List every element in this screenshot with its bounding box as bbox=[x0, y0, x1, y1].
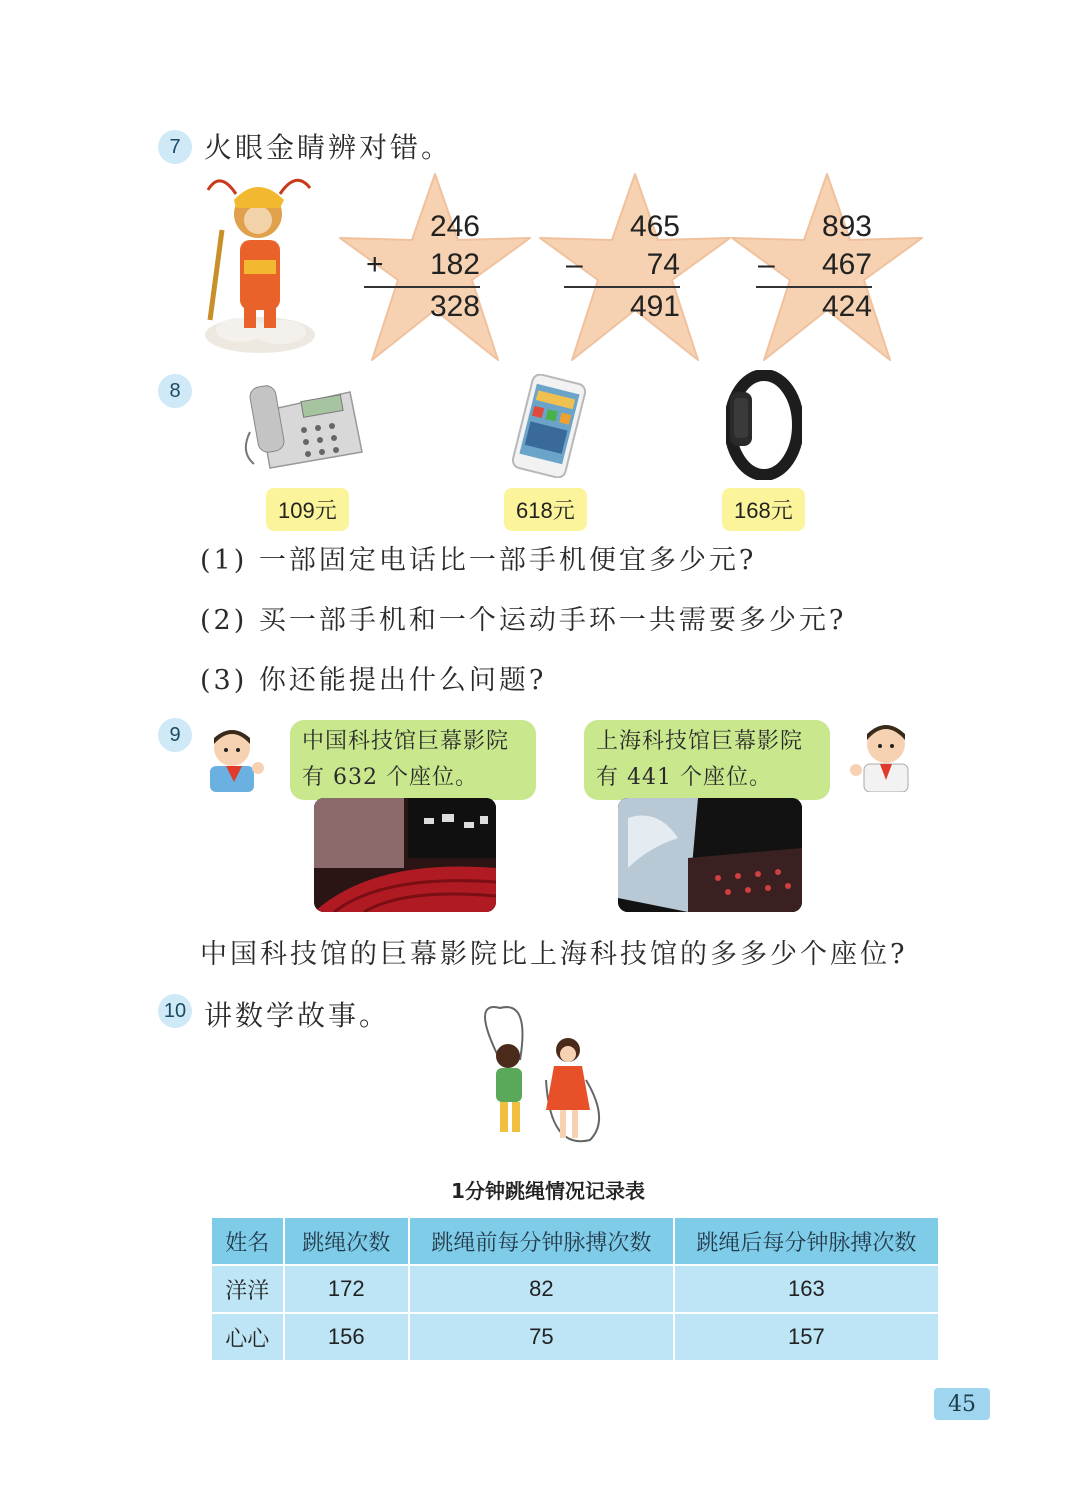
landline-phone-image bbox=[240, 372, 370, 472]
calc-3-operand-a: 893 bbox=[821, 210, 872, 243]
mobile-price-tag: 618元 bbox=[504, 488, 587, 531]
header-jump-count: 跳绳次数 bbox=[284, 1217, 409, 1265]
calc-1-operator: + bbox=[366, 248, 384, 281]
starfish-calc-2 bbox=[530, 170, 740, 370]
q7-title: 火眼金睛辨对错。 bbox=[204, 131, 453, 164]
row-2-name: 心心 bbox=[211, 1313, 284, 1361]
band-price-tag: 168元 bbox=[722, 488, 805, 531]
calc-1-result: 328 bbox=[429, 290, 480, 323]
calc-2-operand-b: 74 bbox=[646, 248, 680, 281]
jump-rope-girls-illustration bbox=[460, 1000, 620, 1150]
row-1-name: 洋洋 bbox=[211, 1265, 284, 1313]
question-number-10: 10 bbox=[158, 994, 192, 1028]
row-2-pulse-before: 75 bbox=[409, 1313, 674, 1361]
bubble-left-line-2: 有 632 个座位。 bbox=[302, 765, 478, 790]
page-number: 45 bbox=[934, 1388, 990, 1420]
row-1-pulse-after: 163 bbox=[674, 1265, 939, 1313]
bubble-right-line-2: 有 441 个座位。 bbox=[596, 765, 772, 790]
q10-title: 讲数学故事。 bbox=[204, 999, 391, 1032]
monkey-king-illustration bbox=[200, 170, 320, 355]
calc-2-operator: – bbox=[566, 248, 583, 281]
boy-avatar-left bbox=[202, 724, 266, 792]
calc-1-operand-b: 182 bbox=[429, 248, 480, 281]
boy-avatar-right bbox=[848, 718, 918, 792]
row-2-jump-count: 156 bbox=[284, 1313, 409, 1361]
mobile-phone-image bbox=[502, 374, 596, 478]
q8-question-3: (3) 你还能提出什么问题? bbox=[200, 665, 547, 696]
calc-3-operator: – bbox=[758, 248, 775, 281]
china-theater-photo bbox=[314, 798, 496, 912]
header-pulse-before: 跳绳前每分钟脉搏次数 bbox=[409, 1217, 674, 1265]
table-header-row bbox=[211, 1217, 939, 1265]
bubble-left-line-1: 中国科技馆巨幕影院 bbox=[302, 729, 510, 754]
question-number-9: 9 bbox=[158, 718, 192, 752]
q8-question-1: (1) 一部固定电话比一部手机便宜多少元? bbox=[200, 545, 757, 576]
question-number-7: 7 bbox=[158, 130, 192, 164]
calc-3-result: 424 bbox=[821, 290, 872, 323]
calc-2-result: 491 bbox=[629, 290, 680, 323]
q9-question: 中国科技馆的巨幕影院比上海科技馆的多多少个座位? bbox=[200, 939, 908, 970]
calc-1-operand-a: 246 bbox=[429, 210, 480, 243]
table-row bbox=[211, 1313, 939, 1361]
shanghai-theater-photo bbox=[618, 798, 802, 912]
table-title: 1分钟跳绳情况记录表 bbox=[451, 1179, 645, 1203]
jump-rope-record-table bbox=[210, 1216, 940, 1362]
speech-bubble-right bbox=[584, 720, 830, 800]
row-1-jump-count: 172 bbox=[284, 1265, 409, 1313]
starfish-calc-1 bbox=[330, 170, 540, 370]
starfish-calc-3 bbox=[722, 170, 932, 370]
question-number-8: 8 bbox=[158, 374, 192, 408]
header-name: 姓名 bbox=[211, 1217, 284, 1265]
speech-bubble-left bbox=[290, 720, 536, 800]
q8-question-2: (2) 买一部手机和一个运动手环一共需要多少元? bbox=[200, 605, 847, 636]
fitness-band-image bbox=[726, 370, 802, 480]
calc-3-operand-b: 467 bbox=[821, 248, 872, 281]
row-1-pulse-before: 82 bbox=[409, 1265, 674, 1313]
table-row bbox=[211, 1265, 939, 1313]
header-pulse-after: 跳绳后每分钟脉搏次数 bbox=[674, 1217, 939, 1265]
row-2-pulse-after: 157 bbox=[674, 1313, 939, 1361]
bubble-right-line-1: 上海科技馆巨幕影院 bbox=[596, 729, 804, 754]
calc-2-operand-a: 465 bbox=[629, 210, 680, 243]
landline-price-tag: 109元 bbox=[266, 488, 349, 531]
